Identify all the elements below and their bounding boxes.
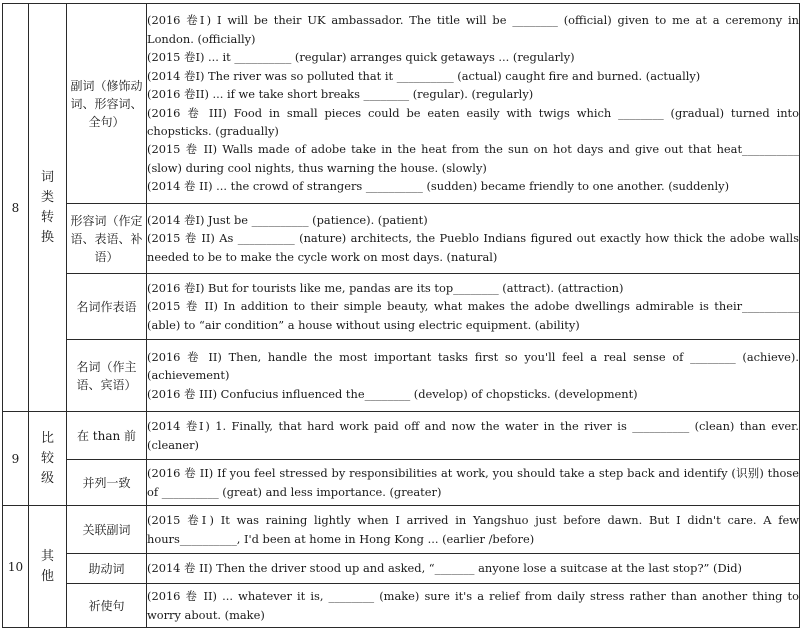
category-label bbox=[29, 506, 67, 628]
example-line: (2014 卷Ⅰ) 1. Finally, that hard work paid off and now the water in the river is __________ (clean) than ever. (cleaner) bbox=[147, 419, 799, 452]
table-row bbox=[3, 506, 800, 554]
row-number: 8 bbox=[3, 4, 29, 412]
subcategory-label: 名词作表语 bbox=[67, 274, 147, 340]
example-line: (2016 卷Ⅰ) But for tourists like me, pandas are its top________ (attract). (attraction) bbox=[147, 280, 624, 295]
category-text: 比较级 bbox=[40, 430, 54, 486]
table-row bbox=[3, 340, 800, 412]
category-text: 其他 bbox=[40, 548, 54, 584]
subcategory-label: 关联副词 bbox=[67, 506, 147, 554]
example-line: (2016 卷 II) Then, handle the most important tasks first so you'll feel a real sense of ________ (achieve). (achievement) bbox=[147, 349, 799, 383]
row-number: 9 bbox=[3, 412, 29, 506]
example-line: (2015 卷 II) In addition to their simple beauty, what makes the adobe dwellings admirable is their__________ (able) to “air condition” a house without using electric equipment. (ability) bbox=[147, 299, 799, 332]
example-line: (2016 卷 II) ... whatever it is, ________ (make) sure it's a relief from daily stress rather than another thing to worry about. (make) bbox=[147, 589, 799, 622]
example-line: (2014 卷Ⅰ) Just be __________ (patience). (patient) bbox=[147, 212, 428, 227]
examples-cell bbox=[147, 554, 800, 584]
subcategory-label: 祈使句 bbox=[67, 584, 147, 628]
example-line: (2014 卷 II) Then the driver stood up and asked, “_______ anyone lose a suitcase at the last stop?” (Did) bbox=[147, 561, 742, 576]
examples-cell bbox=[147, 506, 800, 554]
subcategory-label: 并列一致 bbox=[67, 460, 147, 506]
table-row bbox=[3, 460, 800, 506]
table-row bbox=[3, 584, 800, 628]
table-row bbox=[3, 204, 800, 274]
example-line: (2016 卷 II) If you feel stressed by responsibilities at work, you should take a step back and identify (识别) those of __________ (great) and less importance. (greater) bbox=[147, 466, 799, 499]
examples-cell bbox=[147, 204, 800, 274]
category-label bbox=[29, 4, 67, 412]
example-line: (2016 卷II) ... if we take short breaks ________ (regular). (regularly) bbox=[147, 87, 534, 102]
example-line: (2016 卷Ⅰ) I will be their UK ambassador. The title will be ________ (official) given to me at a ceremony in London. (officially) bbox=[147, 13, 799, 46]
table-row bbox=[3, 4, 800, 204]
example-line: (2015 卷Ⅰ) It was raining lightly when I arrived in Yangshuo just before dawn. But I didn't care. A few hours__________, I'd been at home in Hong Kong ... (earlier /before) bbox=[147, 513, 799, 546]
example-line: (2015 卷 II) Walls made of adobe take in the heat from the sun on hot days and give out that heat__________ (slow) during cool nights, thus warning the house. (slowly) bbox=[147, 142, 799, 175]
examples-cell bbox=[147, 412, 800, 460]
examples-cell bbox=[147, 460, 800, 506]
examples-cell bbox=[147, 584, 800, 628]
example-line: (2015 卷Ⅰ) ... it __________ (regular) arranges quick getaways ... (regularly) bbox=[147, 50, 575, 65]
example-line: (2014 卷 II) ... the crowd of strangers __________ (sudden) became friendly to one another. (suddenly) bbox=[147, 179, 730, 194]
example-line: (2016 卷 III) Food in small pieces could be eaten easily with twigs which ________ (gradual) turned into chopsticks. (gradually) bbox=[147, 105, 799, 138]
examples-cell bbox=[147, 274, 800, 340]
subcategory-label: 副词（修饰动词、形容词、全句） bbox=[67, 4, 147, 204]
grammar-table bbox=[2, 3, 800, 628]
row-number: 10 bbox=[3, 506, 29, 628]
subcategory-label: 助动词 bbox=[67, 554, 147, 584]
table-row bbox=[3, 554, 800, 584]
examples-cell bbox=[147, 4, 800, 204]
examples-cell bbox=[147, 340, 800, 412]
category-text: 词类转换 bbox=[40, 169, 54, 245]
table-row bbox=[3, 412, 800, 460]
subcategory-label: 形容词（作定语、表语、补语） bbox=[67, 204, 147, 274]
subcategory-label: 名词（作主语、宾语） bbox=[67, 340, 147, 412]
subcategory-label: 在 than 前 bbox=[67, 412, 147, 460]
table-row bbox=[3, 274, 800, 340]
example-line: (2014 卷Ⅰ) The river was so polluted that it __________ (actual) caught fire and burned. (actually) bbox=[147, 68, 701, 83]
example-line: (2015 卷 II) As __________ (nature) architects, the Pueblo Indians figured out exactly how thick the adobe walls needed to be to make the cycle work on most days. (natural) bbox=[147, 231, 799, 264]
example-line: (2016 卷 III) Confucius influenced the________ (develop) of chopsticks. (development) bbox=[147, 386, 638, 401]
category-label bbox=[29, 412, 67, 506]
